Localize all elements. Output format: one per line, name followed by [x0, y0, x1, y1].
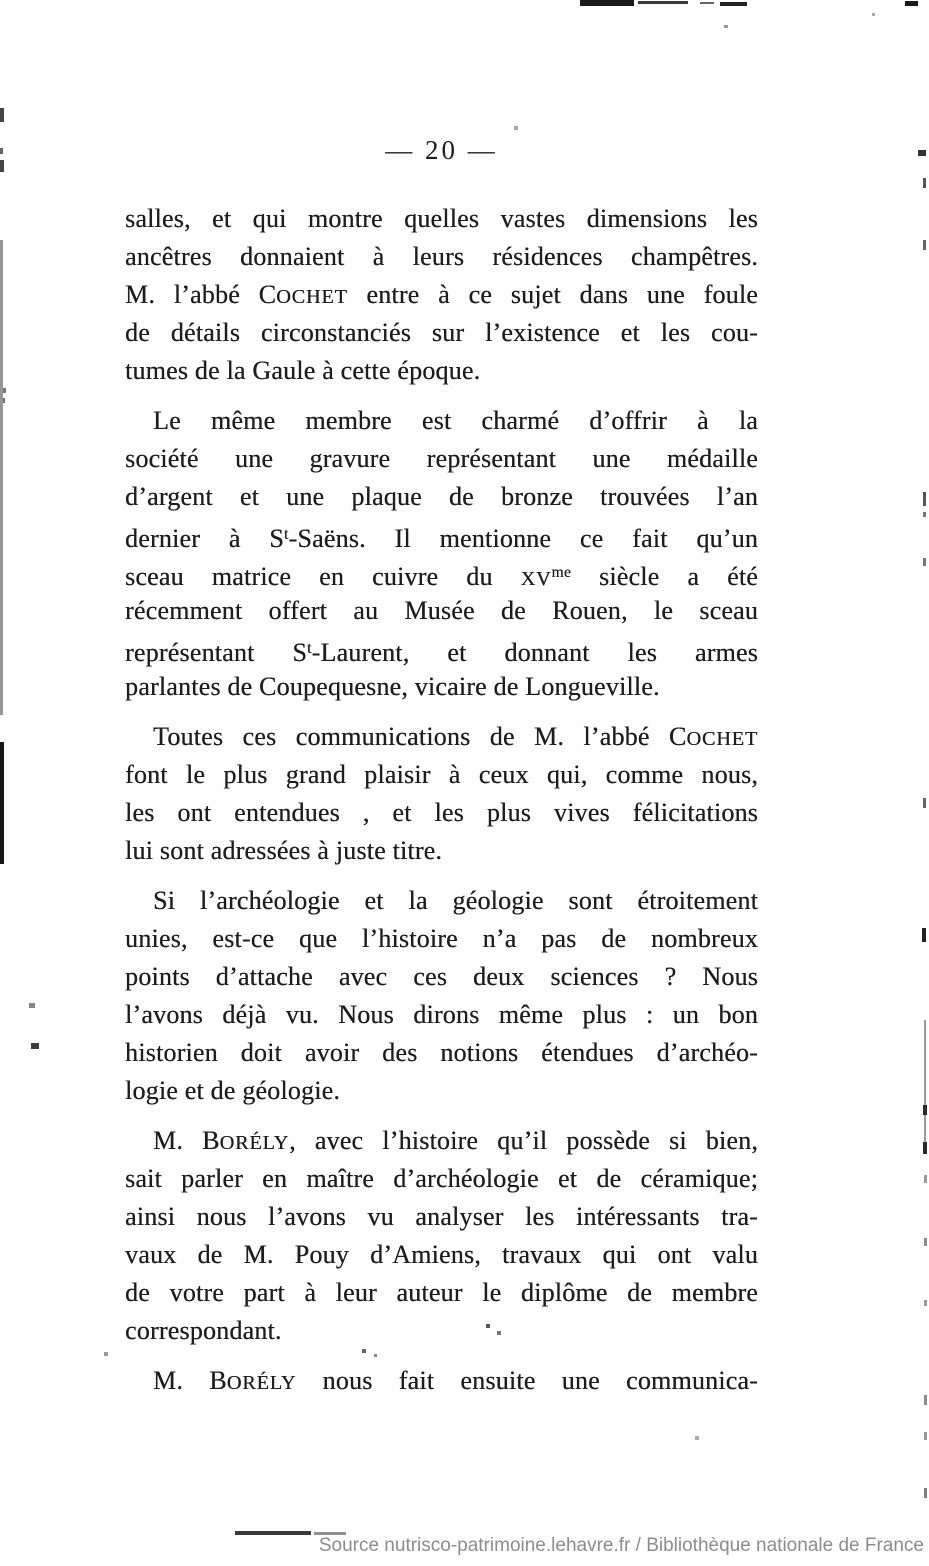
- scan-artifact: [29, 1003, 35, 1008]
- source-attribution: Source nutrisco-patrimoine.lehavre.fr / Bibliothèque nationale de France: [318, 1535, 924, 1556]
- text-line: l’avons déjà vu. Nous dirons même plus : un bon: [125, 1000, 758, 1029]
- text-line: de détails circonstanciés sur l’existence et les cou-: [125, 318, 758, 347]
- text-line: M. BORÉLY, avec l’histoire qu’il possède si bien,: [153, 1126, 758, 1155]
- scan-artifact: [922, 928, 926, 942]
- text-line: les ont entendues , et les plus vives félicitations: [125, 798, 758, 827]
- scan-artifact: [923, 798, 926, 808]
- scan-artifact: [924, 1300, 927, 1306]
- scan-artifact: [918, 150, 926, 156]
- scan-artifact: [0, 160, 4, 172]
- scan-artifact: [695, 1436, 699, 1440]
- scan-artifact: [924, 1488, 927, 1498]
- scan-artifact: [923, 512, 926, 517]
- text-line: parlantes de Coupequesne, vicaire de Longueville.: [125, 672, 660, 701]
- text-line: logie et de géologie.: [125, 1076, 341, 1105]
- paragraph: [125, 1122, 758, 1350]
- page-number: — 20 —: [385, 135, 498, 165]
- scan-artifact: [0, 240, 3, 715]
- scan-artifact: [924, 1020, 926, 1150]
- scan-artifact: [0, 388, 6, 393]
- scan-artifact: [923, 492, 926, 506]
- text-line: M. BORÉLY nous fait ensuite une communica-: [153, 1366, 758, 1395]
- text-line: points d’attache avec ces deux sciences ? Nous: [125, 962, 758, 991]
- text-line: tumes de la Gaule à cette époque.: [125, 356, 481, 385]
- scan-artifact: [923, 240, 926, 250]
- text-line: dernier à $S^t$-Saëns. Il mentionne ce fait qu’un: [125, 523, 758, 553]
- text-line: société une gravure représentant une médaille: [125, 444, 758, 473]
- paragraph: [125, 402, 758, 706]
- paragraph: [125, 718, 758, 870]
- scan-artifact: [0, 148, 3, 154]
- text-line: M. l’abbé COCHET entre à ce sujet dans une foule: [125, 280, 758, 309]
- text-line: unies, est-ce que l’histoire n’a pas de nombreux: [125, 924, 758, 953]
- text-line: d’argent et une plaque de bronze trouvées l’an: [125, 482, 758, 511]
- text-line: Toutes ces communications de M. l’abbé COCHET: [153, 722, 758, 751]
- text-line: ainsi nous l’avons vu analyser les intéressants tra-: [125, 1202, 758, 1231]
- scan-artifact: [872, 13, 875, 16]
- text-line: ancêtres donnaient à leurs résidences champêtres.: [125, 242, 758, 271]
- text-line: lui sont adressées à juste titre.: [125, 836, 443, 865]
- scan-artifact: [580, 0, 634, 6]
- scan-artifact: [514, 126, 518, 130]
- text-line: représentant $S^t$-Laurent, et donnant les armes: [125, 637, 758, 667]
- text-line: sceau matrice en cuivre du $XV^{me}$ siècle a été: [125, 561, 758, 591]
- text-line: correspondant.: [125, 1316, 282, 1345]
- scan-artifact: [0, 108, 4, 122]
- scan-artifact: [0, 742, 4, 864]
- scan-artifact: [104, 1352, 108, 1356]
- text-line: de votre part à leur auteur le diplôme de membre: [125, 1278, 758, 1307]
- text-line: Si l’archéologie et la géologie sont étroitement: [153, 886, 758, 915]
- text-line: sait parler en maître d’archéologie et de céramique;: [125, 1164, 758, 1193]
- text-line: récemment offert au Musée de Rouen, le sceau: [125, 596, 758, 625]
- scan-artifact: [905, 1, 918, 6]
- scan-artifact: [923, 558, 926, 566]
- scan-artifact: [924, 1175, 927, 1183]
- text-line: salles, et qui montre quelles vastes dimensions les: [125, 204, 758, 233]
- scan-artifact: [924, 1432, 927, 1440]
- scan-artifact: [0, 398, 5, 403]
- scan-artifact: [638, 1, 688, 4]
- scan-artifact: [700, 2, 714, 4]
- scan-artifact: [923, 1105, 927, 1115]
- scan-artifact: [924, 1238, 927, 1246]
- text-line: Le même membre est charmé d’offrir à la: [153, 406, 758, 435]
- paragraph: [125, 882, 758, 1110]
- paragraph: [125, 200, 758, 390]
- scan-artifact: [724, 25, 728, 28]
- scan-artifact: [235, 1531, 311, 1535]
- scan-artifact: [31, 1043, 39, 1049]
- paragraph: [125, 1362, 758, 1400]
- page-text: [125, 200, 758, 1400]
- scan-artifact: [720, 2, 747, 6]
- scan-artifact: [923, 178, 926, 188]
- scan-artifact: [924, 1395, 927, 1405]
- text-line: font le plus grand plaisir à ceux qui, comme nous,: [125, 760, 758, 789]
- text-line: vaux de M. Pouy d’Amiens, travaux qui ont valu: [125, 1240, 758, 1269]
- scan-artifact: [923, 1142, 927, 1154]
- text-line: historien doit avoir des notions étendues d’archéo-: [125, 1038, 758, 1067]
